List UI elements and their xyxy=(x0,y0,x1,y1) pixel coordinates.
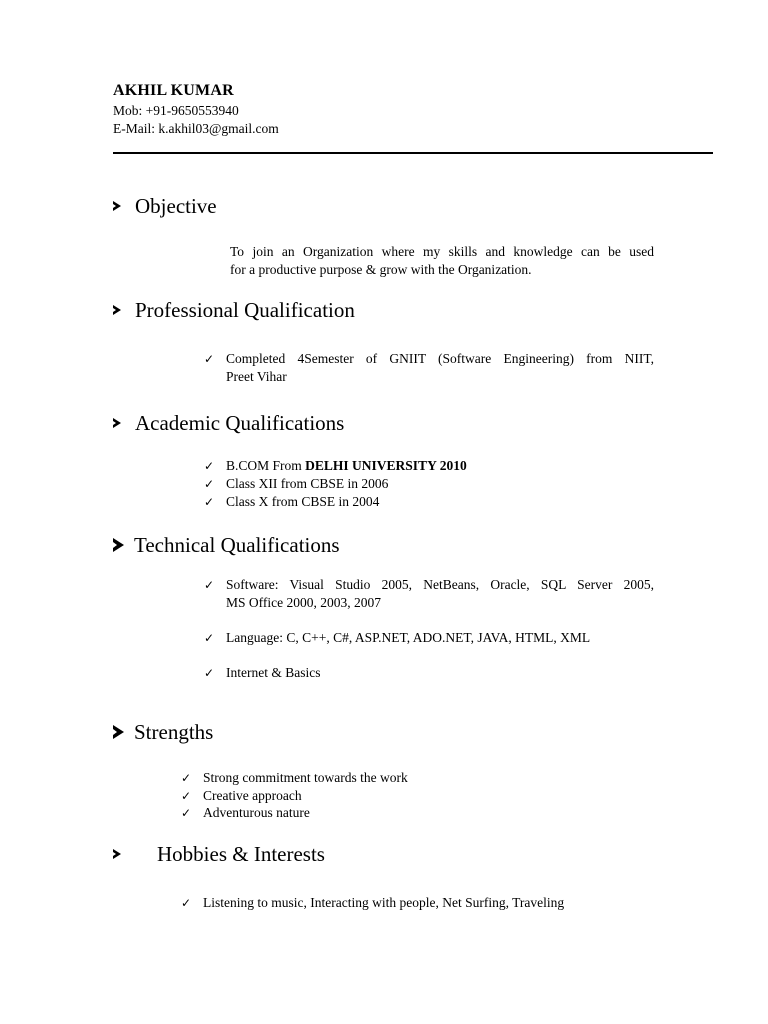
check-mark-icon: ✓ xyxy=(181,896,192,910)
list-item: Language: C, C++, C#, ASP.NET, ADO.NET, JAVA, HTML, XML xyxy=(226,630,591,645)
section-heading-objective xyxy=(113,193,217,219)
section-heading-professional xyxy=(113,297,355,323)
section-title: Hobbies & Interests xyxy=(157,841,325,866)
list-item: Adventurous nature xyxy=(203,805,310,820)
section-title: Strengths xyxy=(134,719,214,744)
arrow-bullet-icon xyxy=(113,418,121,428)
candidate-name: AKHIL KUMAR xyxy=(113,82,234,99)
list-item xyxy=(226,576,654,612)
arrow-bullet-icon xyxy=(113,201,121,211)
section-heading-hobbies xyxy=(113,841,325,867)
arrow-bullet-icon xyxy=(113,725,124,739)
email-address: E-Mail: k.akhil03@gmail.com xyxy=(113,121,279,136)
list-item: Creative approach xyxy=(203,788,302,803)
list-item: Internet & Basics xyxy=(226,665,321,680)
check-mark-icon: ✓ xyxy=(181,771,192,785)
check-mark-icon: ✓ xyxy=(181,806,192,820)
objective-text xyxy=(230,243,654,279)
section-title: Professional Qualification xyxy=(135,297,355,322)
arrow-bullet-icon xyxy=(113,538,124,552)
mobile-number: Mob: +91-9650553940 xyxy=(113,103,239,118)
list-item-line: MS Office 2000, 2003, 2007 xyxy=(226,595,381,610)
check-mark-icon: ✓ xyxy=(204,631,215,645)
university-name: DELHI UNIVERSITY 2010 xyxy=(305,458,467,473)
list-item-text: B.COM From xyxy=(226,458,306,473)
section-heading-technical xyxy=(113,532,340,558)
section-heading-strengths xyxy=(113,719,213,745)
header-divider xyxy=(113,152,713,154)
list-item: Strong commitment towards the work xyxy=(203,770,408,785)
list-item xyxy=(226,350,654,386)
arrow-bullet-icon xyxy=(113,849,121,859)
check-mark-icon: ✓ xyxy=(204,477,215,491)
check-mark-icon: ✓ xyxy=(204,666,215,680)
check-mark-icon: ✓ xyxy=(204,459,215,473)
list-item xyxy=(226,457,467,475)
section-heading-academic xyxy=(113,410,344,436)
list-item: Listening to music, Interacting with people, Net Surfing, Traveling xyxy=(203,895,565,910)
list-item: Class XII from CBSE in 2006 xyxy=(226,476,389,491)
check-mark-icon: ✓ xyxy=(181,789,192,803)
check-mark-icon: ✓ xyxy=(204,495,215,509)
section-title: Technical Qualifications xyxy=(134,532,340,557)
section-title: Academic Qualifications xyxy=(135,410,345,435)
section-title: Objective xyxy=(135,193,217,218)
list-item-line: Software: Visual Studio 2005, NetBeans, Oracle, SQL Server 2005, xyxy=(226,577,654,592)
check-mark-icon: ✓ xyxy=(204,352,215,366)
arrow-bullet-icon xyxy=(113,305,121,315)
objective-line: for a productive purpose & grow with the Organization. xyxy=(230,262,532,277)
list-item: Class X from CBSE in 2004 xyxy=(226,494,380,509)
list-item-line: Preet Vihar xyxy=(226,369,287,384)
list-item-line: Completed 4Semester of GNIIT (Software Engineering) from NIIT, xyxy=(226,351,654,366)
check-mark-icon: ✓ xyxy=(204,578,215,592)
objective-line: To join an Organization where my skills and knowledge can be used xyxy=(230,244,654,259)
